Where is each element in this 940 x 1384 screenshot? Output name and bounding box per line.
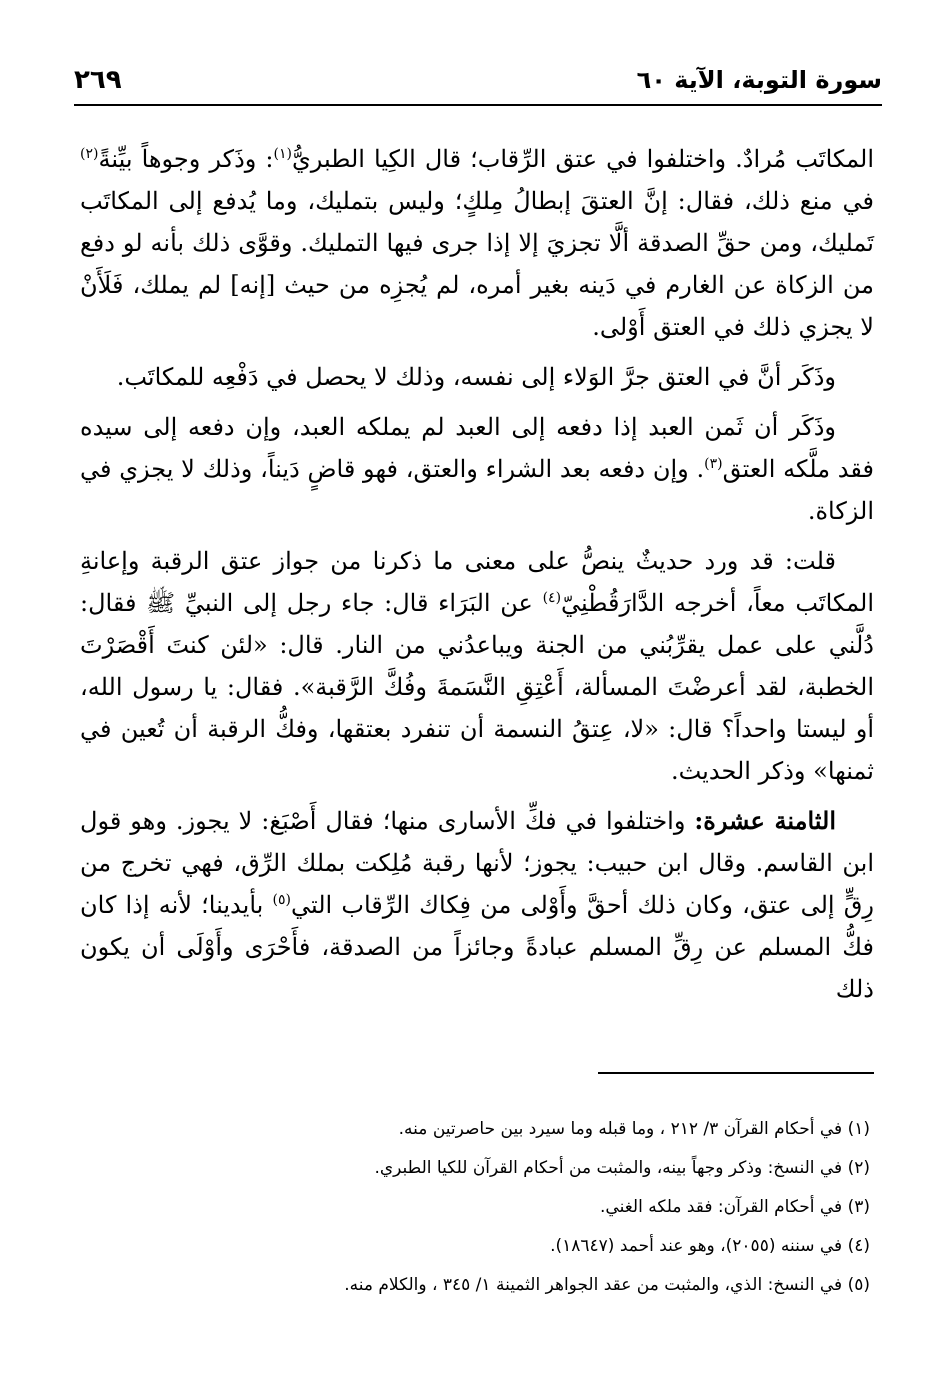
paragraph-5 (80, 800, 874, 1010)
header-title: سورة التوبة، الآية ٦٠ (636, 66, 882, 94)
running-header (74, 58, 882, 102)
footnote-ref-2[interactable]: (٢) (80, 146, 99, 162)
text-run: واختلفوا في فكِّ الأسارى منها؛ فقال أَصْبَغ: لا يجوز. وهو قول ابن القاسم. وقال ابن حبيب: يجوز؛ لأنها رقبة مُلِكت بملك الرِّق، فهي تخرج من رِقٍّ إلى عتق، وكان ذلك أحقَّ وأَوْلى من فِكاك الرِّقاب التي (80, 807, 874, 919)
footnote-ref-4[interactable]: (٤) (542, 590, 562, 606)
text-run: قلت: قد ورد حديثٌ ينصُّ على معنى ما ذكرنا من جواز عتق الرقبة وإعانةِ المكاتَب معاً، أخرجه الدَّارَقُطْنِيّ (80, 547, 875, 617)
text-run: عن البَرَاء قال: جاء رجل إلى النبيِّ ﷺ فقال: دُلَّني على عمل يقرِّبُني من الجنة ويباعدُني من النار. قال: «لئن كنتَ أَقْصَرْتَ الخطبة، لقد أعرضْتَ المسألة، أَعْتِقِ النَّسَمةَ وفُكَّ الرَّقبة». فقال: يا رسول الله، أو ليستا واحداً؟ قال: «لا، عِتقُ النسمة أن تنفرد بعتقها، وفكُّ الرقبة أن تُعين في ثمنها» وذكر الحديث. (80, 589, 874, 785)
footnote-ref-1[interactable]: (١) (273, 146, 292, 162)
paragraph-4 (80, 540, 874, 792)
text-run: : وذَكر وجوهاً بيِّنةً (98, 145, 274, 173)
section-heading: الثامنة عشرة: (694, 806, 836, 835)
text-run: وذَكَر أن ثَمن العبد إذا دفعه إلى العبد لم يملكه العبد، وإن دفعه إلى سيده فقد ملَّكه العتق (80, 413, 874, 483)
footnote-ref-5[interactable]: (٥) (272, 892, 291, 908)
paragraph-1 (80, 138, 874, 348)
main-text (80, 138, 874, 1018)
text-run: المكاتَب مُرادٌ. واختلفوا في عتق الرِّقاب؛ قال الكِيا الطبريُّ (292, 145, 874, 173)
footnote-4: (٤) في سننه (٢٠٥٥)، وهو عند أحمد (١٨٦٤٧). (550, 1236, 870, 1256)
footnote-separator (598, 1072, 874, 1074)
text-run: في منع ذلك، فقال: إنَّ العتقَ إبطالُ مِلكٍ؛ وليس بتمليك، وما يُدفع إلى المكاتَب تَمليك، ومن حقِّ الصدقة ألَّا تجزيَ إلا إذا جرى فيها التمليك. وقوَّى ذلك بأنه لو دفع من الزكاة عن الغارم في دَينه بغير أمره، لم يُجزِه من حيث [إنه] لم يملك، فَلَأَنْ لا يجزي ذلك في العتق أَوْلى. (80, 187, 874, 341)
paragraph-3 (80, 406, 874, 532)
page-number: ٢٦٩ (74, 65, 122, 95)
footnote-2: (٢) في النسخ: وذكر وجهاً بينه، والمثبت من أحكام القرآن للكيا الطبري. (374, 1158, 870, 1178)
footnote-1: (١) في أحكام القرآن ٣/ ٢١٢ ، وما قبله وما سيرد بين حاصرتين منه. (398, 1119, 870, 1139)
footnotes (80, 1110, 870, 1305)
header-rule (74, 104, 882, 106)
footnote-5: (٥) في النسخ: الذي، والمثبت من عقد الجواهر الثمينة ١/ ٣٤٥ ، والكلام منه. (344, 1275, 870, 1295)
footnote-ref-3[interactable]: (٣) (704, 456, 723, 472)
text-run: . وإن دفعه بعد الشراء والعتق، فهو قاضٍ دَيناً، وذلك لا يجزي في الزكاة. (80, 455, 874, 525)
text-run: بأيدينا؛ لأنه إذا كان فكُّ المسلم عن رِقِّ المسلم عبادةً وجائزاً من الصدقة، فأَحْرَى وأَوْلَى أن يكون ذلك (80, 891, 874, 1003)
footnote-3: (٣) في أحكام القرآن: فقد ملكه الغني. (600, 1197, 870, 1217)
paragraph-2: وذَكَر أنَّ في العتق جرَّ الوَلاء إلى نفسه، وذلك لا يحصل في دَفْعِه للمكاتَب. (116, 363, 836, 391)
